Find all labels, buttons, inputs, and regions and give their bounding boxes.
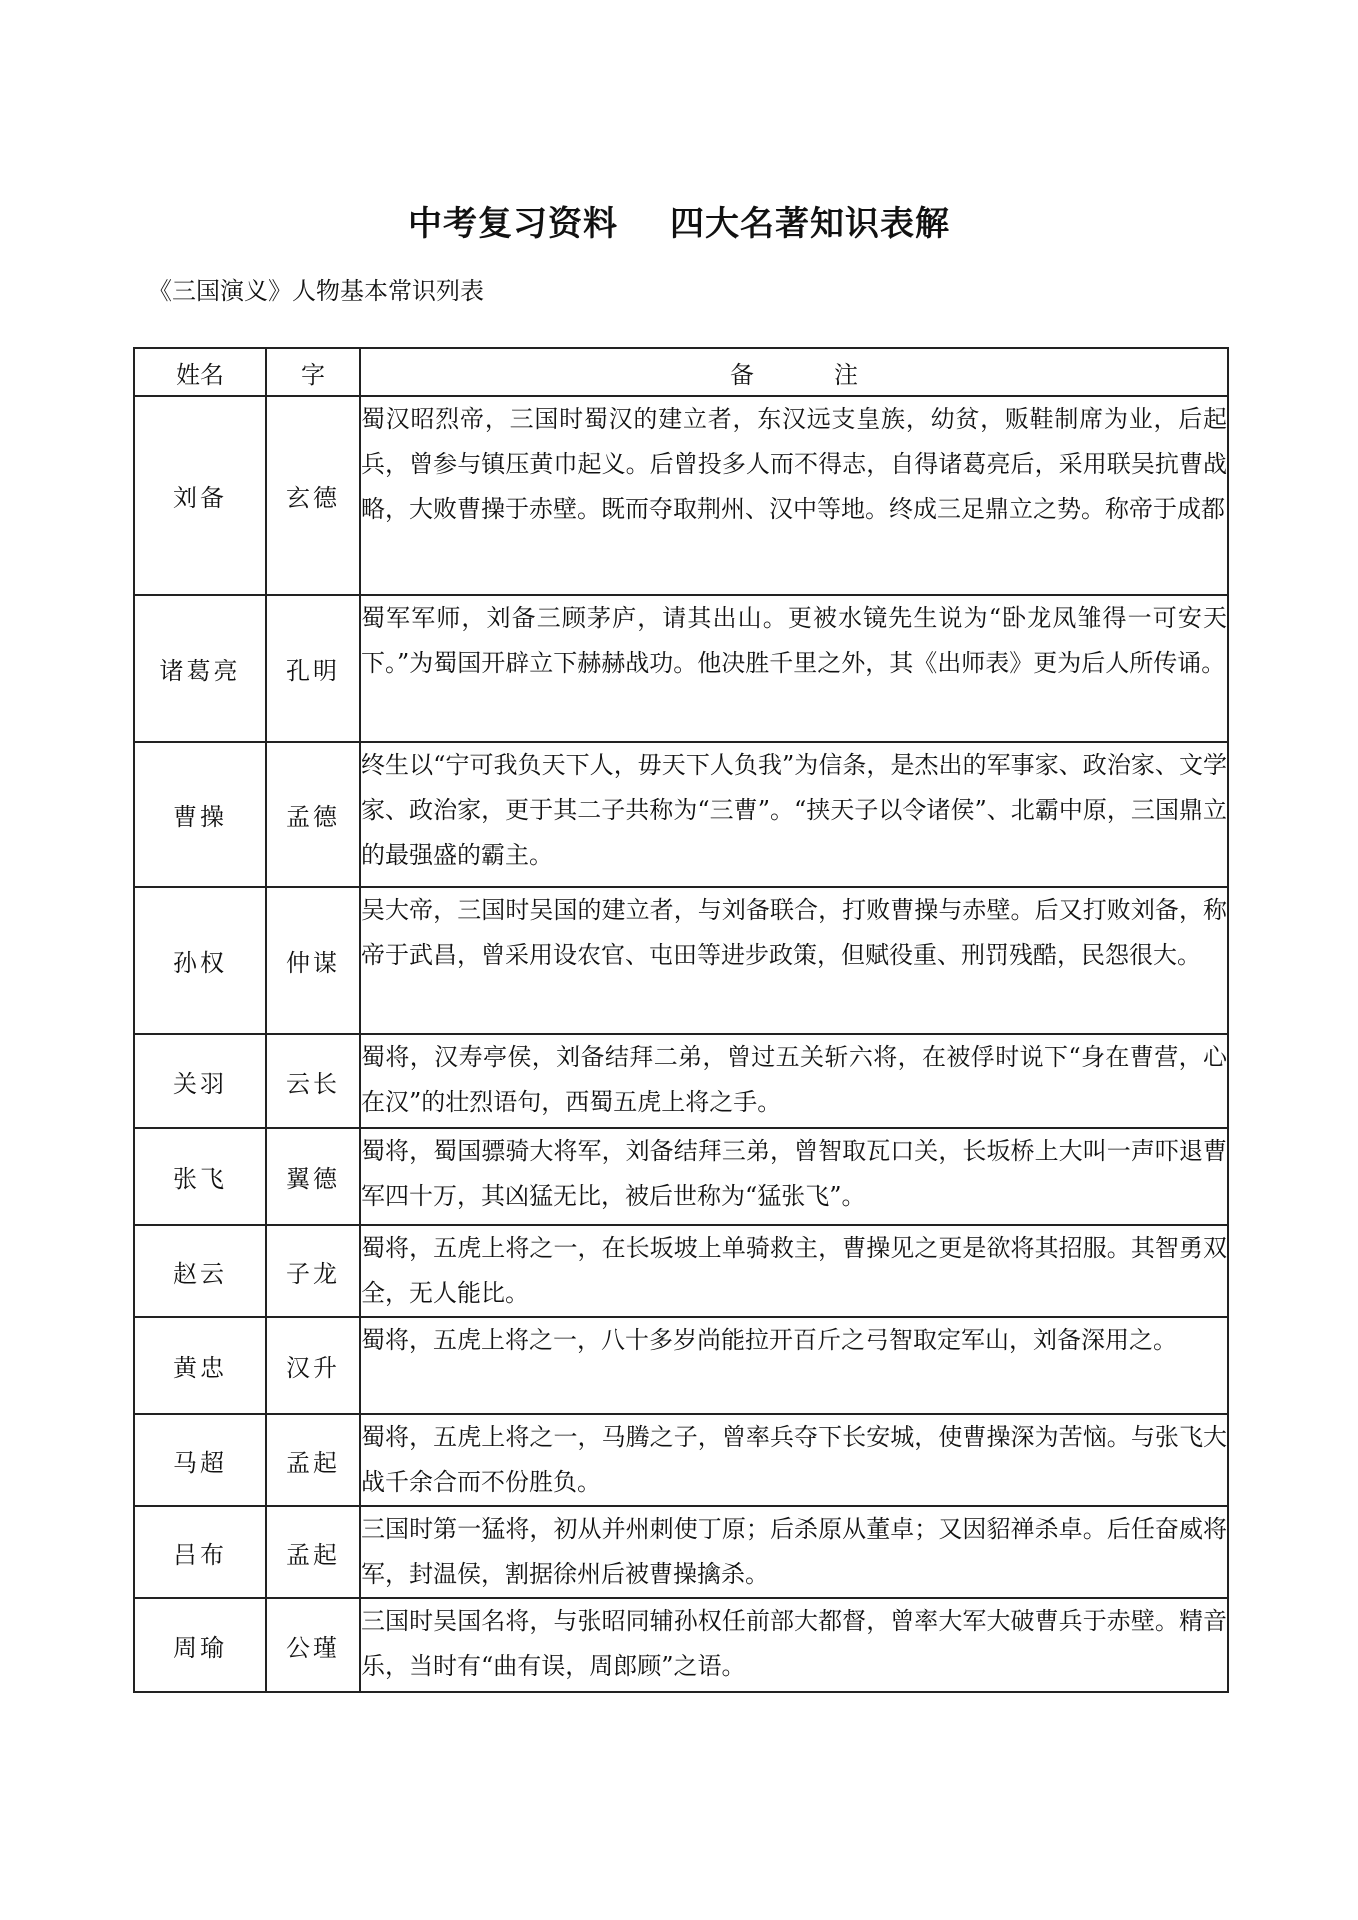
cell-notes: 蜀汉昭烈帝，三国时蜀汉的建立者，东汉远支皇族，幼贫，贩鞋制席为业，后起兵，曾参与镇压黄巾起义。后曾投多人而不得志，自得诸葛亮后，采用联吴抗曹战略，大败曹操于赤壁。既而夺取荆州、汉中等地。终成三足鼎立之势。称帝于成都: [360, 396, 1228, 595]
cell-courtesy-name: 云长: [266, 1034, 360, 1128]
cell-name: 刘备: [134, 396, 266, 595]
table-row: [134, 742, 1228, 887]
cell-name: 曹操: [134, 742, 266, 887]
table-row: [134, 396, 1228, 595]
cell-notes: 蜀军军师，刘备三顾茅庐，请其出山。更被水镜先生说为“卧龙凤雏得一可安天下。”为蜀国开辟立下赫赫战功。他决胜千里之外，其《出师表》更为后人所传诵。: [360, 595, 1228, 742]
cell-name: 赵云: [134, 1225, 266, 1317]
cell-notes: 吴大帝，三国时吴国的建立者，与刘备联合，打败曹操与赤壁。后又打败刘备，称帝于武昌，曾采用设农官、屯田等进步政策，但赋役重、刑罚残酷，民怨很大。: [360, 887, 1228, 1034]
cell-courtesy-name: 汉升: [266, 1317, 360, 1414]
table-row: [134, 1506, 1228, 1598]
cell-notes: 蜀将，五虎上将之一，马腾之子，曾率兵夺下长安城，使曹操深为苦恼。与张飞大战千余合而不份胜负。: [360, 1414, 1228, 1506]
header-courtesy-name: 字: [266, 348, 360, 396]
cell-name: 吕布: [134, 1506, 266, 1598]
cell-name: 黄忠: [134, 1317, 266, 1414]
cell-name: 诸葛亮: [134, 595, 266, 742]
page-title-part1: 中考复习资料: [408, 204, 618, 244]
table-row: [134, 1128, 1228, 1225]
cell-name: 孙权: [134, 887, 266, 1034]
character-table: [133, 347, 1229, 1693]
cell-courtesy-name: 公瑾: [266, 1598, 360, 1692]
cell-name: 关羽: [134, 1034, 266, 1128]
table-row: [134, 1317, 1228, 1414]
cell-notes: 终生以“宁可我负天下人，毋天下人负我”为信条，是杰出的军事家、政治家、文学家、政治家，更于其二子共称为“三曹”。“挟天子以令诸侯”、北霸中原，三国鼎立的最强盛的霸主。: [360, 742, 1228, 887]
page-title: [0, 200, 1358, 248]
header-notes-char1: 备: [730, 360, 754, 389]
cell-notes: 蜀将，蜀国骠骑大将军，刘备结拜三弟，曾智取瓦口关，长坂桥上大叫一声吓退曹军四十万，其凶猛无比，被后世称为“猛张飞”。: [360, 1128, 1228, 1225]
cell-courtesy-name: 仲谋: [266, 887, 360, 1034]
page-title-part2: 四大名著知识表解: [670, 204, 950, 244]
cell-courtesy-name: 子龙: [266, 1225, 360, 1317]
cell-name: 马超: [134, 1414, 266, 1506]
table-row: [134, 887, 1228, 1034]
cell-courtesy-name: 孔明: [266, 595, 360, 742]
cell-courtesy-name: 孟起: [266, 1414, 360, 1506]
cell-courtesy-name: 孟德: [266, 742, 360, 887]
header-notes: [360, 348, 1228, 396]
cell-notes: 蜀将，五虎上将之一，八十多岁尚能拉开百斤之弓智取定军山，刘备深用之。: [360, 1317, 1228, 1414]
cell-courtesy-name: 翼德: [266, 1128, 360, 1225]
header-name: 姓名: [134, 348, 266, 396]
cell-name: 张飞: [134, 1128, 266, 1225]
table-caption: 《三国演义》人物基本常识列表: [148, 277, 484, 305]
header-notes-char2: 注: [834, 360, 858, 389]
cell-notes: 三国时第一猛将，初从并州刺使丁原；后杀原从董卓；又因貂禅杀卓。后任奋威将军，封温侯，割据徐州后被曹操擒杀。: [360, 1506, 1228, 1598]
cell-courtesy-name: 玄德: [266, 396, 360, 595]
table-row: [134, 1414, 1228, 1506]
cell-courtesy-name: 孟起: [266, 1506, 360, 1598]
table-row: [134, 1598, 1228, 1692]
table-row: [134, 1225, 1228, 1317]
cell-notes: 蜀将，五虎上将之一，在长坂坡上单骑救主，曹操见之更是欲将其招服。其智勇双全，无人能比。: [360, 1225, 1228, 1317]
table-row: [134, 1034, 1228, 1128]
cell-notes: 三国时吴国名将，与张昭同辅孙权任前部大都督，曾率大军大破曹兵于赤壁。精音乐，当时有“曲有误，周郎顾”之语。: [360, 1598, 1228, 1692]
cell-name: 周瑜: [134, 1598, 266, 1692]
cell-notes: 蜀将，汉寿亭侯，刘备结拜二弟，曾过五关斩六将，在被俘时说下“身在曹营，心在汉”的壮烈语句，西蜀五虎上将之手。: [360, 1034, 1228, 1128]
table-header-row: [134, 348, 1228, 396]
table-row: [134, 595, 1228, 742]
